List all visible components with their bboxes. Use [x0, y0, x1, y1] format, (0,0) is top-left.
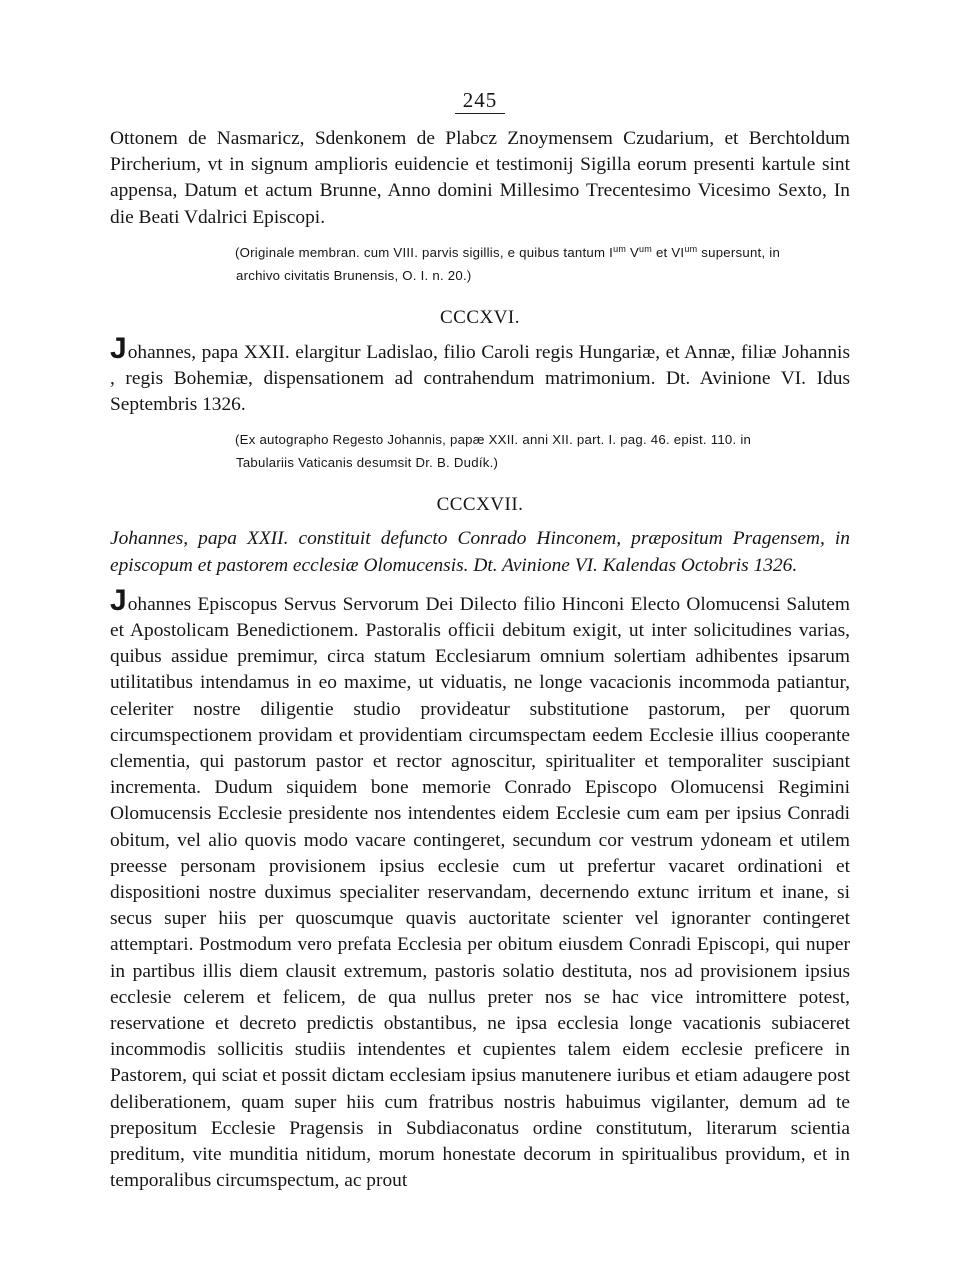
- superscript: um: [684, 243, 698, 254]
- regest-text: ohannes, papa XXII. elargitur Ladislao, filio Caroli regis Hungariæ, et Annæ, filiæ Johannis , regis Bohemiæ, dispensationem ad contrahendum matrimonium. Dt. Avinione VI. Idus Septembris 1326.: [110, 341, 850, 416]
- document-number-317: CCCXVII.: [436, 494, 524, 516]
- initial-letter: J: [110, 583, 127, 617]
- source-note-line-2: archivo civitatis Brunensis, O. I. n. 20.): [236, 267, 472, 283]
- source-note-316-line-1: (Ex autographo Regesto Johannis, papæ XXII. anni XII. part. I. pag. 46. epist. 110. in: [235, 432, 752, 448]
- document-number-316: CCCXVI.: [439, 306, 521, 328]
- source-note-text: et VI: [652, 244, 685, 260]
- continuation-paragraph: Ottonem de Nasmaricz, Sdenkonem de Plabcz Znoymensem Czudarium, et Berchtoldum Pircherium, vt in signum amplioris euidencie et testimonij Sigilla eorum presenti kartule sint appensa, Datum et actum Brunne, Anno domini Millesimo Trecentesimo Vicesimo Sexto, In die Beati Vdalrici Episcopi.: [110, 128, 850, 228]
- regest-317: Johannes, papa XXII. constituit defuncto Conrado Hinconem, præpositum Pragensem, in episcopum et pastorem ecclesiæ Olomucensis. Dt. Avinione VI. Kalendas Octobris 1326.: [110, 528, 850, 576]
- source-note-text: V: [626, 244, 640, 260]
- source-note-line-1: [235, 241, 850, 264]
- initial-letter: J: [110, 331, 127, 365]
- regest-316: [110, 331, 850, 419]
- page-number: 245: [455, 88, 506, 114]
- source-note-316-line-2: Tabulariis Vaticanis desumsit Dr. B. Dudík.): [236, 455, 499, 471]
- page-header: [110, 88, 850, 114]
- source-note-text: (Originale membran. cum VIII. parvis sigillis, e quibus tantum I: [235, 244, 614, 260]
- source-note-316: [110, 428, 850, 474]
- document-page: [110, 88, 850, 1195]
- superscript: um: [639, 243, 653, 254]
- source-note: [110, 241, 850, 287]
- superscript: um: [613, 243, 627, 254]
- document-body-text: ohannes Episcopus Servus Servorum Dei Dilecto filio Hinconi Electo Olomucensi Salutem et Apostolicam Benedictionem. Pastoralis officii debitum exigit, ut inter solicitudines varias, quibus assidue premimur, circa statum Ecclesiarum omnium solertiam adhibentes ipsarum utilitatibus intendamus in eo maxime, ut viduatis, ne longe vacacionis incommoda patiantur, celeriter nostre diligentie studio provideatur substitutione pastorum, per quorum circumspectionem providam et providentiam circumspectam eedem Ecclesie illius cooperante clementia, qui pastorum pastor et rector agnoscitur, spiritualiter et temporaliter suscipiant incrementa. Dudum siquidem bone memorie Conrado Episcopo Olomucensi Regimini Olomucensis Ecclesie presidente nos intendentes eidem Ecclesie cum eam per ipsius Conradi obitum, vel alio quovis modo vacare contingeret, secundum cor vestrum ydoneam et utilem preesse personam provisionem ipsius ecclesie cum ut prefertur vacaret ordinationi et dispositioni nostre duximus specialiter reservandam, decernendo extunc irritum et inane, si secus super hiis per quoscumque quavis auctoritate scienter vel ignoranter contingeret attemptari. Postmodum vero prefata Ecclesia per obitum eiusdem Conradi Episcopi, qui nuper in partibus illis diem clausit extremum, pastoris solatio destituta, nos ad provisionem ipsius ecclesie celerem et felicem, de qua nullus preter nos se hac vice intromittere potest, reservatione et decreto predictis obstantibus, ne ipsa ecclesia longe vacationis subiaceret incommodis sollicitis studiis intendentes et cupientes talem eidem ecclesie preficere in Pastorem, qui sciat et possit dictam ecclesiam ipsius manutenere iuribus et etiam adaugere post deliberationem, quam super hiis cum fratribus nostris habuimus vigilanter, demum ad te prepositum Ecclesie Pragensis in Subdiaconatus ordine constitutum, literarum scientia preditum, vite munditia nitidum, morum honestate decorum in spiritualibus providum, et in temporalibus circumspectum, ac prout: [110, 593, 850, 1192]
- document-text-317: [110, 583, 850, 1195]
- source-note-text: supersunt, in: [697, 244, 781, 260]
